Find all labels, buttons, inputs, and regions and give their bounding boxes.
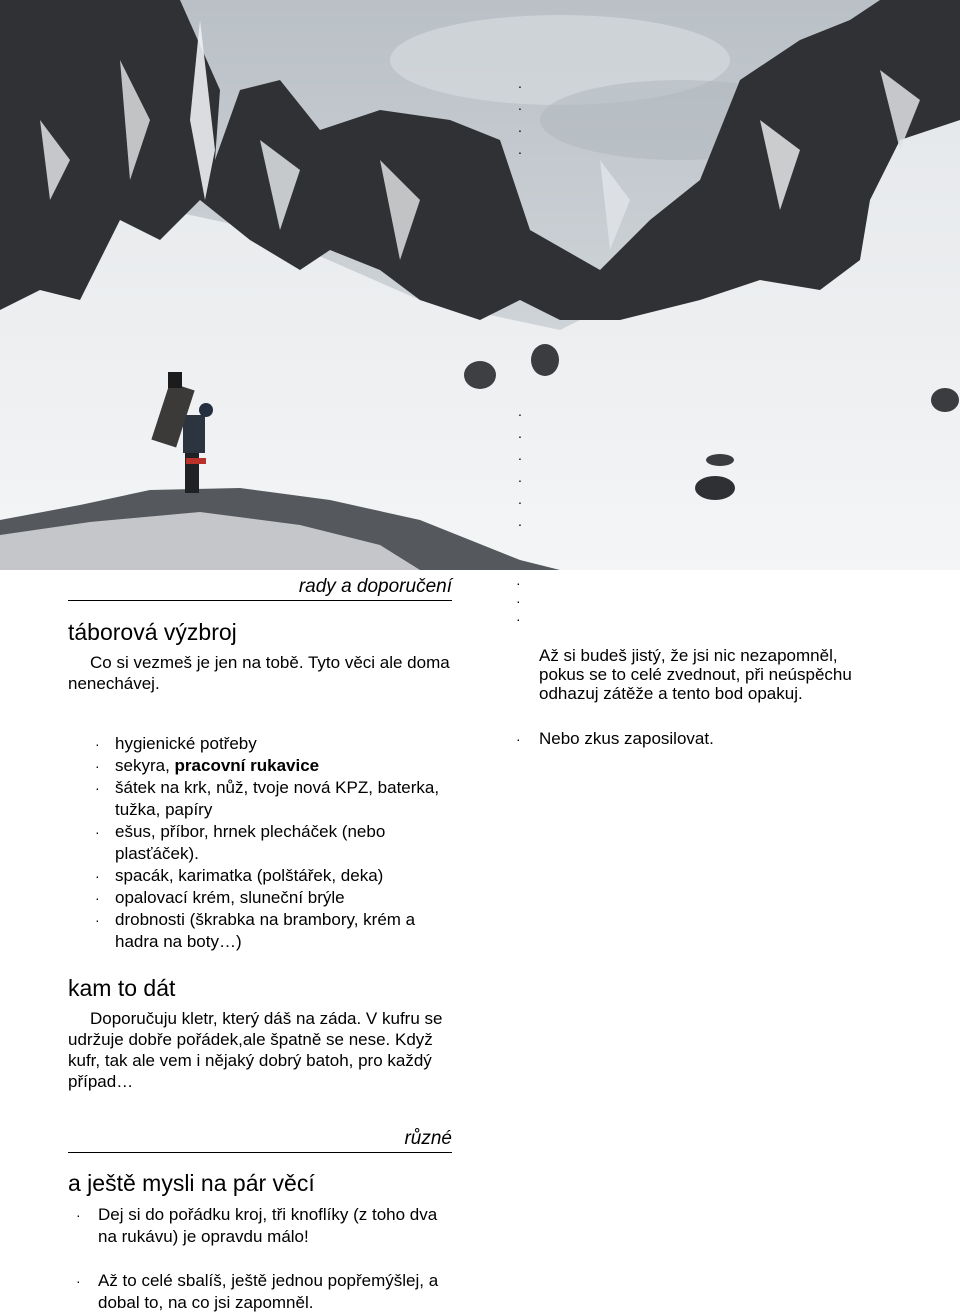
equipment-list xyxy=(95,733,455,953)
body-paragraph: Doporučuju kletr, který dáš na záda. V kufru se udržuje dobře pořádek,ale špatně se nese. Když kufr, tak ale vem i nějaký dobrý batoh, pro každý případ… xyxy=(68,1009,443,1091)
section-title: kam to dát xyxy=(68,975,176,1001)
list-item: · Až to celé sbalíš, ještě jednou popřemýšlej, a dobal to, na co jsi zapomněl. xyxy=(68,1270,452,1314)
mountain-illustration xyxy=(0,0,960,570)
list-item: · ešus, příbor, hrnek plecháček (nebo plasťáček). xyxy=(95,821,455,865)
list-item: · hygienické potřeby xyxy=(95,733,455,755)
decorative-dots: · · · · · · · · · · xyxy=(517,78,523,532)
mountain-photo xyxy=(0,0,960,570)
reminder-list xyxy=(68,1204,452,1314)
list-item: · šátek na krk, nůž, tvoje nová KPZ, baterka, tužka, papíry xyxy=(95,777,455,821)
right-paragraph: Až si budeš jistý, že jsi nic nezapomněl, pokus se to celé zvednout, při neúspěchu odhazuj zátěže a tento bod opakuj. xyxy=(539,646,852,703)
section-title: a ještě mysli na pár věcí xyxy=(68,1170,315,1196)
list-item: · drobnosti (škrabka na brambory, krém a hadra na boty…) xyxy=(95,909,455,953)
decorative-dots: · · · xyxy=(516,575,521,627)
bullet-icon: · xyxy=(516,731,521,747)
section-tag: různé xyxy=(68,1128,452,1153)
list-item: · opalovací krém, sluneční brýle xyxy=(95,887,455,909)
section-title: táborová výzbroj xyxy=(68,619,237,645)
section-tag: rady a doporučení xyxy=(68,576,452,601)
list-item: · Dej si do pořádku kroj, tři knoflíky (z toho dva na rukávu) je opravdu málo! xyxy=(68,1204,452,1248)
list-item: · sekyra, pracovní rukavice xyxy=(95,755,455,777)
intro-paragraph: Co si vezmeš je jen na tobě. Tyto věci ale doma nenechávej. xyxy=(68,653,450,693)
list-item: · spacák, karimatka (polštářek, deka) xyxy=(95,865,455,887)
right-list-item: · Nebo zkus zaposilovat. xyxy=(516,729,714,748)
